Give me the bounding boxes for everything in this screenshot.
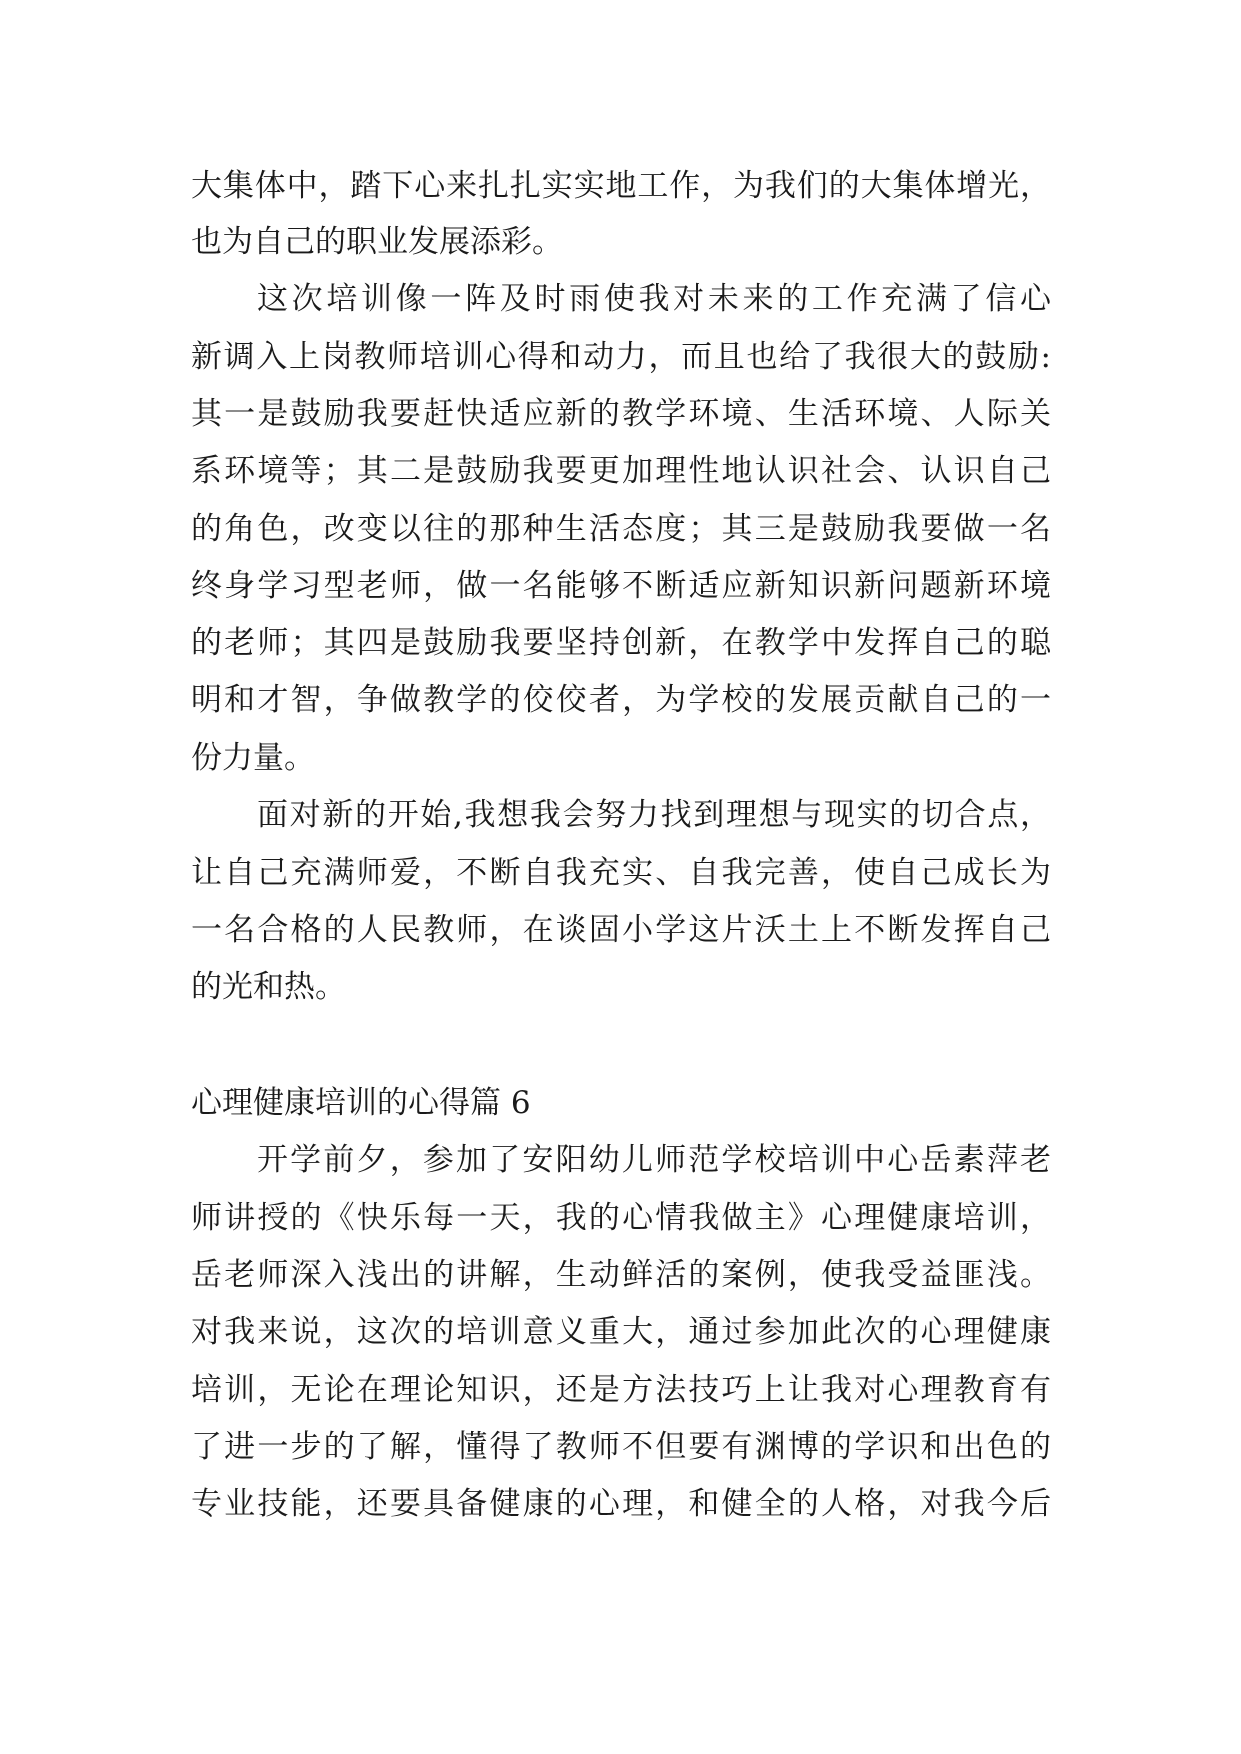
text-line: 培训，无论在理论知识，还是方法技巧上让我对心理教育有: [191, 1372, 1051, 1408]
text-line: 系环境等；其二是鼓励我要更加理性地认识社会、认识自己: [191, 453, 1051, 489]
text-line: 其一是鼓励我要赶快适应新的教学环境、生活环境、人际关: [191, 396, 1051, 432]
text-line: 专业技能，还要具备健康的心理，和健全的人格，对我今后: [191, 1486, 1051, 1522]
text-line: 的老师；其四是鼓励我要坚持创新，在教学中发挥自己的聪: [191, 625, 1051, 661]
text-line: 一名合格的人民教师，在谈固小学这片沃土上不断发挥自己: [191, 912, 1051, 948]
text-line: 大集体中，踏下心来扎扎实实地工作，为我们的大集体增光，: [191, 168, 1051, 204]
text-line: 明和才智，争做教学的佼佼者，为学校的发展贡献自己的一: [191, 682, 1051, 718]
text-line: 这次培训像一阵及时雨使我对未来的工作充满了信心: [257, 281, 1051, 317]
text-line: 份力量。: [191, 740, 315, 776]
text-line: 岳老师深入浅出的讲解，生动鲜活的案例，使我受益匪浅。: [191, 1257, 1051, 1293]
text-line: 了进一步的了解，懂得了教师不但要有渊博的学识和出色的: [191, 1429, 1051, 1465]
text-line: 让自己充满师爱，不断自我充实、自我完善，使自己成长为: [191, 855, 1051, 891]
text-line: 师讲授的《快乐每一天，我的心情我做主》心理健康培训，: [191, 1200, 1051, 1236]
text-line: 的光和热。: [191, 969, 346, 1005]
text-line: 面对新的开始,我想我会努力找到理想与现实的切合点，: [257, 797, 1051, 833]
text-line: 也为自己的职业发展添彩。: [191, 224, 563, 260]
text-line: 对我来说，这次的培训意义重大，通过参加此次的心理健康: [191, 1314, 1051, 1350]
section-heading: 心理健康培训的心得篇 6: [191, 1085, 531, 1121]
text-line: 新调入上岗教师培训心得和动力，而且也给了我很大的鼓励:: [191, 339, 1051, 375]
text-line: 的角色，改变以往的那种生活态度；其三是鼓励我要做一名: [191, 511, 1051, 547]
text-line: 终身学习型老师，做一名能够不断适应新知识新问题新环境: [191, 568, 1051, 604]
text-line: 开学前夕，参加了安阳幼儿师范学校培训中心岳素萍老: [257, 1142, 1051, 1178]
